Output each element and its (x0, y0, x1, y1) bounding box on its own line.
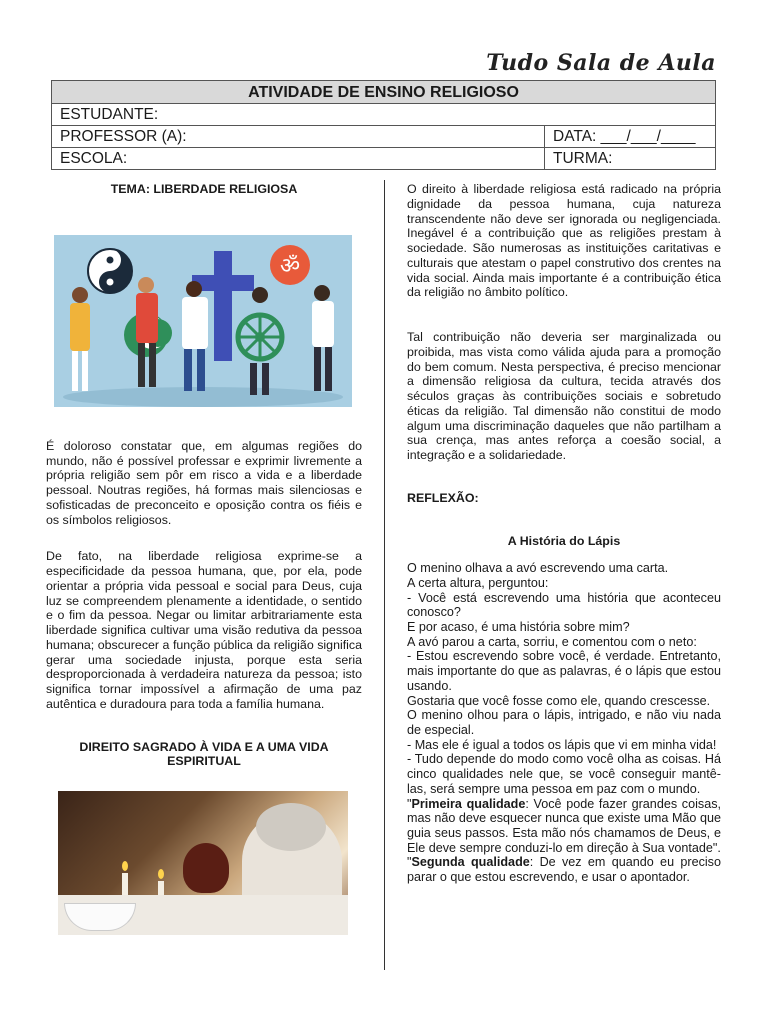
field-estudante: ESTUDANTE: (52, 104, 716, 126)
field-turma: TURMA: (545, 148, 716, 170)
story-line: A avó parou a carta, sorriu, e comentou com o neto: (407, 634, 697, 649)
person-hair (256, 803, 326, 851)
story-title: A História do Lápis (507, 533, 621, 548)
quality-1: "Primeira qualidade: Você pode fazer grandes coisas, mas não deve esquecer nunca que existe uma Mão que guia seus passos. Esta mão nós chamamos de Deus, e Ele deve sempre conduzi-lo em direção à Sua vontade". (407, 796, 721, 855)
story-line: E por acaso, é uma história sobre mim? (407, 620, 630, 635)
field-data: DATA: ___/___/____ (545, 126, 716, 148)
quality-1-label: Primeira qualidade (411, 796, 526, 811)
field-professor: PROFESSOR (A): (52, 126, 545, 148)
story-line: - Estou escrevendo sobre você, é verdade. Entretanto, mais importante do que as palavras, é o lápis que estou usando. (407, 649, 721, 693)
prayer-photo (58, 791, 348, 935)
story-line: O menino olhava a avó escrevendo uma carta. (407, 561, 669, 576)
story-line: - Tudo depende do modo como você olha as coisas. Há cinco qualidades nele que, se você conseguir mantê-las, será sempre uma pessoa em paz com o mundo. (407, 752, 721, 796)
tema-heading: TEMA: LIBERDADE RELIGIOSA (110, 182, 298, 196)
activity-title: ATIVIDADE DE ENSINO RELIGIOSO (52, 81, 716, 104)
dharma-wheel-icon (238, 315, 282, 359)
quality-2-label: Segunda qualidade (411, 855, 530, 870)
right-paragraph-1: O direito à liberdade religiosa está radicado na própria dignidade da pessoa humana, cuja natureza transcendente não deve ser ignorada ou negligenciada. Inegável é a contribuição que as religiões prestam à sociedade. São numerosas as instituições caritativas e culturais que atestam o papel construtivo dos crentes na vida social. Ainda mais importante é a contribuição ética da religião no âmbito político. (407, 182, 721, 300)
header-form (51, 80, 716, 170)
right-column (407, 182, 721, 885)
quality-2: "Segunda qualidade: De vez em quando eu preciso parar o que estou escrevendo, e usar o apontador. (407, 855, 721, 885)
story-line: Gostaria que você fosse como ele, quando crescesse. (407, 693, 711, 708)
om-icon (270, 245, 310, 285)
svg-text:ॐ: ॐ (279, 253, 301, 279)
left-paragraph-2: De fato, na liberdade religiosa exprime-se a especificidade da pessoa humana, que, por ela, pode orientar a própria vida pessoal e social para Deus, cuja luz se compreendem plenamente a identidade, o sentido e o fim da pessoa. Negar ou limitar arbitrariamente esta liberdade significa cultivar uma visão redutiva da pessoa humana; obscurecer a função pública da religião significa gerar uma sociedade injusta, porque esta seria desproporcionada à verdadeira natureza da pessoa; isto significa tornar impossível a afirmação de uma paz autêntica e duradoura para toda a família humana. (46, 549, 362, 711)
brand-logo: Tudo Sala de Aula (486, 50, 716, 76)
story-line: - Você está escrevendo uma história que aconteceu conosco? (407, 590, 721, 620)
religious-symbols-illustration (54, 235, 352, 407)
left-paragraph-1: É doloroso constatar que, em algumas regiões do mundo, não é possível professar e exprimir livremente a própria religião sem pôr em risco a vida e a liberdade pessoal. Noutras regiões, há formas mais silenciosas e sofisticadas de preconceito e oposição contra os fiéis e os símbolos religiosos. (46, 438, 362, 527)
quality-1-text: : Você pode fazer grandes coisas, mas não deve esquecer nunca que existe uma Mão que guia seus passos. Esta mão nós chamamos de Deus, e Ele deve sempre conduzi-lo em direção à Sua vontade". (407, 796, 721, 855)
story-line: O menino olhou para o lápis, intrigado, e não viu nada de especial. (407, 708, 721, 737)
reflexao-heading: REFLEXÃO: (407, 490, 479, 505)
column-divider (384, 180, 385, 970)
candle-flame (158, 869, 164, 879)
quality-2-text: : De vez em quando eu preciso parar o que estou escrevendo, e usar o apontador. (407, 855, 721, 885)
section-heading-direito: DIREITO SAGRADO À VIDA E A UMA VIDA ESPIRITUAL (79, 739, 329, 769)
yin-yang-icon (88, 249, 132, 293)
left-column (46, 182, 362, 935)
candle-flame (122, 861, 128, 871)
right-paragraph-2: Tal contribuição não deveria ser marginalizada ou proibida, mas vista como válida ajuda para a promoção do bem comum. Nesta perspectiva, é preciso mencionar a dimensão religiosa da cultura, tecida através dos séculos graças às contribuições sociais e sobretudo éticas da religião. Tal dimensão não constitui de modo algum uma discriminação daqueles que não partilham a sua crença, mas antes reforça a coesão social, a integração e a solidariedade. (407, 330, 721, 462)
story-line: - Mas ele é igual a todos os lápis que vi em minha vida! (407, 737, 717, 752)
field-escola: ESCOLA: (52, 148, 545, 170)
teapot (183, 843, 229, 893)
story-line: A certa altura, perguntou: (407, 575, 549, 590)
